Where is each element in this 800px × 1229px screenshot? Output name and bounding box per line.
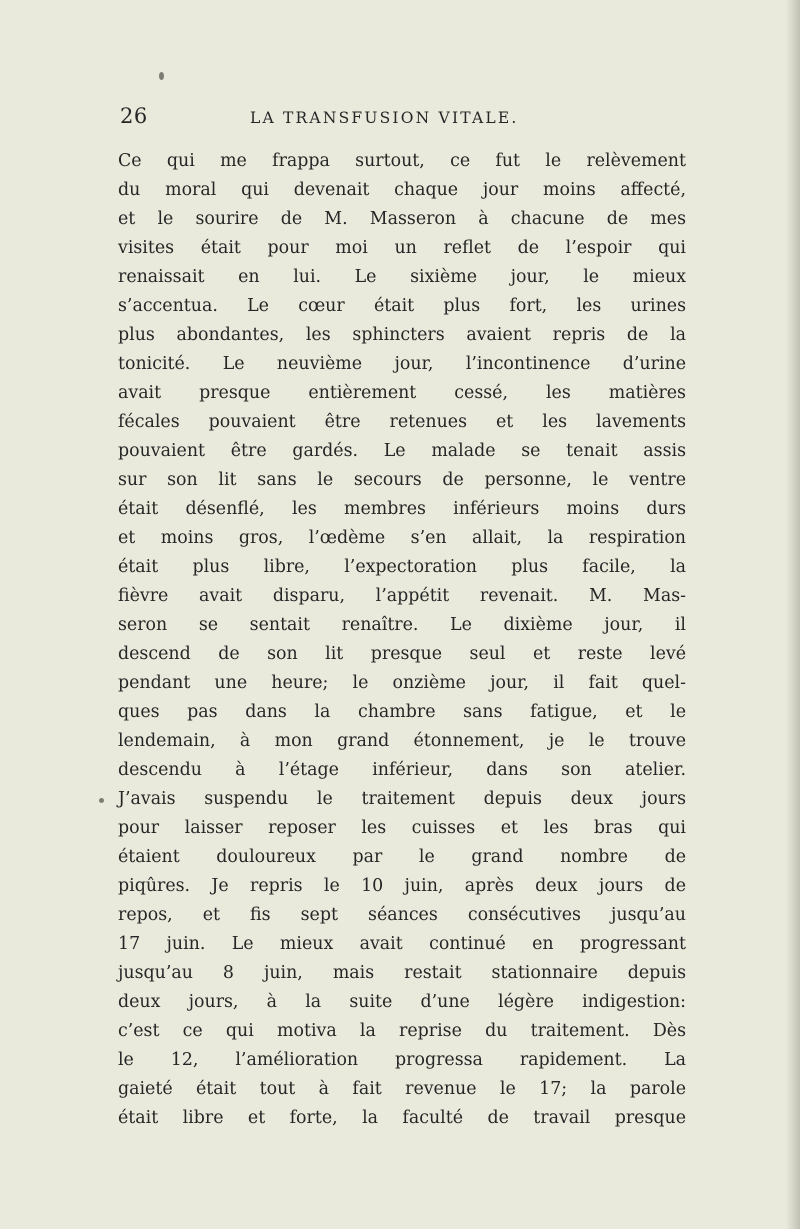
ink-speck-top (159, 72, 164, 80)
text-line: repos, et fis sept séances consécutives jusqu’au (118, 905, 686, 925)
text-line: pendant une heure; le onzième jour, il fait quel- (118, 673, 686, 693)
text-line: et moins gros, l’œdème s’en allait, la respiration (118, 528, 686, 548)
page-edge-shadow (786, 0, 800, 1229)
text-line: lendemain, à mon grand étonnement, je le trouve (118, 731, 686, 751)
text-line: étaient douloureux par le grand nombre de (118, 847, 686, 867)
text-line: J’avais suspendu le traitement depuis deux jours (118, 789, 686, 809)
body-paragraph (118, 147, 686, 1133)
text-line: jusqu’au 8 juin, mais restait stationnaire depuis (118, 963, 686, 983)
text-line: visites était pour moi un reflet de l’espoir qui (118, 238, 686, 258)
running-title: LA TRANSFUSION VITALE. (250, 109, 519, 127)
text-line: ques pas dans la chambre sans fatigue, et le (118, 702, 686, 722)
text-line: sur son lit sans le secours de personne, le ventre (118, 470, 686, 490)
page-number: 26 (120, 104, 148, 128)
text-line: s’accentua. Le cœur était plus fort, les urines (118, 296, 686, 316)
text-line: piqûres. Je repris le 10 juin, après deux jours de (118, 876, 686, 896)
text-line: était libre et forte, la faculté de travail presque (118, 1108, 686, 1128)
text-line: et le sourire de M. Masseron à chacune de mes (118, 209, 686, 229)
text-line: tonicité. Le neuvième jour, l’incontinence d’urine (118, 354, 686, 374)
text-line: fièvre avait disparu, l’appétit revenait. M. Mas- (118, 586, 686, 606)
text-line: fécales pouvaient être retenues et les lavements (118, 412, 686, 432)
text-line: seron se sentait renaître. Le dixième jour, il (118, 615, 686, 635)
text-line: c’est ce qui motiva la reprise du traitement. Dès (118, 1021, 686, 1041)
text-line: plus abondantes, les sphincters avaient repris de la (118, 325, 686, 345)
text-line: du moral qui devenait chaque jour moins affecté, (118, 180, 686, 200)
text-line: pouvaient être gardés. Le malade se tenait assis (118, 441, 686, 461)
text-line: le 12, l’amélioration progressa rapidement. La (118, 1050, 686, 1070)
text-line: était plus libre, l’expectoration plus facile, la (118, 557, 686, 577)
text-line: 17 juin. Le mieux avait continué en progressant (118, 934, 686, 954)
text-line: descend de son lit presque seul et reste levé (118, 644, 686, 664)
text-line: avait presque entièrement cessé, les matières (118, 383, 686, 403)
text-line: Ce qui me frappa surtout, ce fut le relèvement (118, 151, 686, 171)
text-line: deux jours, à la suite d’une légère indigestion: (118, 992, 686, 1012)
text-line: pour laisser reposer les cuisses et les bras qui (118, 818, 686, 838)
text-line: descendu à l’étage inférieur, dans son atelier. (118, 760, 686, 780)
text-line: renaissait en lui. Le sixième jour, le mieux (118, 267, 686, 287)
ink-speck-margin (99, 798, 104, 803)
text-line: était désenflé, les membres inférieurs moins durs (118, 499, 686, 519)
page-header (120, 104, 680, 138)
text-line: gaieté était tout à fait revenue le 17; la parole (118, 1079, 686, 1099)
